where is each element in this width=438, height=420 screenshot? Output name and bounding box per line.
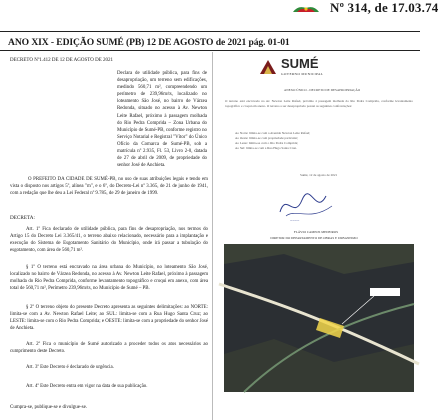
boundary-item: Ao Leste: limita-se com o Rio Pedra Comprida; [235,141,299,145]
masthead-rule-top [0,31,420,32]
boundary-item: Ao Oeste: limita-se com propriedade particular; [235,136,299,140]
decree-preamble: O PREFEITO DA CIDADE DE SUMÉ-PB, no uso de suas atribuições legais e tendo em vista o disposto nos artigos 5º, alínea "m", e o 6º, do Decreto-Lei nº 3.365, de 21 de junho de 1941, com a redação que lhe deu a Lei Federal nº 9.785, de 29 de janeiro de 1999. [10,177,208,197]
article-3: Art. 3º Este Decreto é declarado de urgência. [26,365,114,370]
signature-stamp [276,186,336,226]
signer-name: FLÁVIO CAMPOS MEDEIROS [293,230,339,234]
sume-crest-icon [258,58,278,76]
masthead-rule-bottom [0,50,420,51]
issue-number-date: Nº 314, de 17.03.74 [330,0,438,15]
decree-heading: DECRETO Nº1.412 DE 12 DE AGOSTO DE 2021 [10,58,114,63]
annex-body: O terreno está encravado na Av. Newton Leite Rafael, próximo à passagem molhada do Rio Pedra Comprida, conforme levantamento topográfico e croqui em anexo. O terreno a ser desapropriado possui as seguintes confrontações: [225,99,413,108]
closing-line: Cumpra-se, publique-se e divulgue-se. [10,405,88,410]
sume-brand-title: SUMÉ [281,56,319,71]
aerial-map-image [224,244,414,392]
article-1: Art. 1º Fica declarado de utilidade pública, para fins de desapropriação, nos termos do Artigo 15 do Decreto Lei 3.365/41, o terreno abaixo relacionado, necessário para a implantação e execução do Sistema de Esgotamento Sanitário do Município, onde irá passar a tubulação do esgotamento, com área de 560,71 m². [10,227,208,254]
edition-line: ANO XIX - EDIÇÃO SUMÉ (PB) 12 DE AGOSTO de 2021 pág. 01-01 [8,37,290,48]
signer-role: DIRETOR DO DEPARTAMENTO DE OBRAS E URBANISMO [270,236,358,240]
article-4: Art. 4º Este Decreto entra em vigor na data de sua publicação. [26,384,148,389]
sume-brand-subtitle: GOVERNO MUNICIPAL [281,72,324,76]
annex-boundaries-list [235,131,310,151]
flag-logo [292,0,320,8]
decree-ementa: Declara de utilidade pública, para fins de desapropriação, um terreno sem edificações, medindo 560,71 m², compreendendo um perímetro de 239,96m/ts, localizado no loteamento São José, no bairro de Várzea Redonda, situado no acesso à Av. Newton Leite Rafael, próximo à passagem molhada do Rio Pedra Comprida – Zona Urbana do Município de Sumé-PB, conforme registro no Serviço Notarial e Registral "Vítor" do Único Ofício da Comarca de Sumé-PB, sob a matrícula nº 2.935, Fl. 53, Livro 2-0, datada de 27 de abril de 2009, de propriedade do senhor José de Anchieta. [117,71,207,169]
decreta-label: DECRETA: [10,215,35,221]
annex-header: ANEXO ÚNICO - DECRETO DE DESAPROPRIAÇÃO [283,88,361,92]
svg-text:~~~~: ~~~~ [290,218,300,223]
boundary-item: Ao Norte: limita-se com a Avenida Newton Leite Rafael; [235,131,311,135]
article-2: Art. 2º Fica o município de Sumé autorizado a proceder todos os atos necessários ao cumprimento deste Decreto. [10,342,208,355]
article-1-paragraph-2: § 2º O terreno objeto do presente Decreto apresenta as seguintes delimitações: ao NORTE: limita-se com a Av. Newton Rafael Leite; ao SUL: limita-se com a Rua Hugo Santa Cruz; ao LESTE: limita-se com o Rio Pedra Comprida; e OESTE: limita-se com a propriedade do senhor José de Anchieta. [10,305,208,332]
boundary-item: Ao Sul: limita-se com a Rua Hugo Santa Cruz. [235,146,297,150]
article-1-paragraph-1: § 1º O terreno está encravado na área urbana do Município, no loteamento São José, localizado no bairro de Várzea Redonda, no acesso à Av. Newton Leite Rafael, próximo à passagem molhada do Rio Pedra Comprida, conforme levantamento topográfico e croqui em anexo, com área total de 560,71 m², Perímetro 239,96m/ts, no Município de Sumé – PB. [10,265,208,292]
column-divider [212,52,213,420]
annex-date: Sumé, 12 de agosto de 2021 [300,173,338,177]
